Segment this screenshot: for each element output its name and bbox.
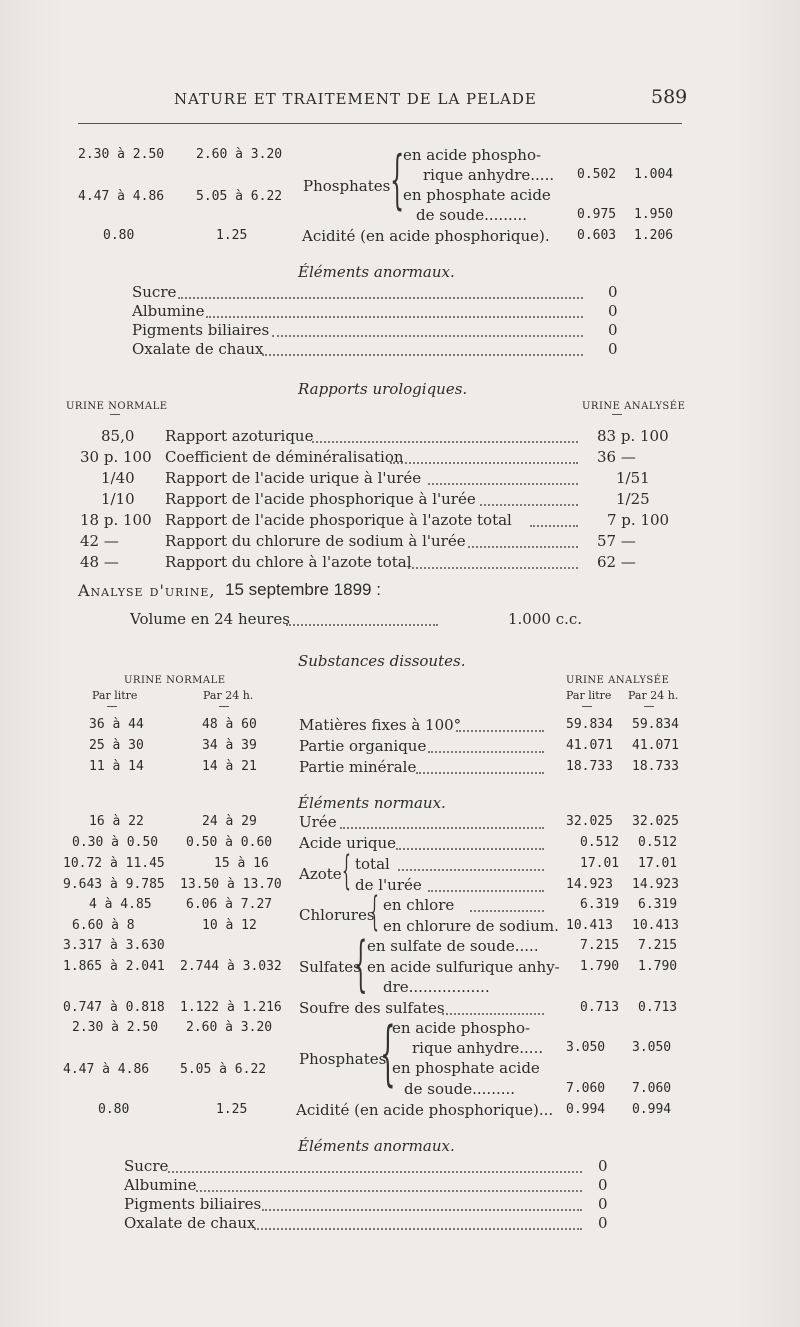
row-label: Matières fixes à 100° [299, 716, 462, 734]
row-label: Partie minérale [299, 758, 417, 776]
row-label: total [355, 855, 390, 873]
row-b: 13.50 à 13.70 [180, 877, 282, 892]
row-a: 3.317 à 3.630 [63, 938, 165, 953]
rapport-value: 57 — [597, 532, 636, 550]
row-c: 6.319 [580, 897, 620, 912]
dash [110, 414, 120, 415]
rapport-normal: 85,0 [101, 427, 135, 445]
row-label: rique anhydre..... [412, 1039, 544, 1057]
dash [107, 706, 117, 707]
rapport-label: Rapport de l'acide phosphorique à l'urée [165, 490, 476, 508]
phosphates-line1: en acide phospho- [403, 146, 542, 164]
row-a: 0.747 à 0.818 [63, 1000, 165, 1015]
rapport-value: 1/51 [616, 469, 650, 487]
dot-leader [456, 730, 544, 732]
section-title: Éléments normaux. [298, 794, 446, 812]
dot-leader [262, 354, 583, 356]
list-item-value: 0 [598, 1195, 608, 1213]
top-row1-normal-litre: 2.30 à 2.50 [78, 147, 165, 162]
dash [644, 706, 654, 707]
row-label: de soude......... [404, 1080, 516, 1098]
row-a: 36 à 44 [89, 717, 144, 732]
rapport-value: 62 — [597, 553, 636, 571]
dash [612, 414, 622, 415]
row-a: 11 à 14 [89, 759, 144, 774]
top-val3-24h: 1.206 [634, 228, 674, 243]
rapport-label: Rapport de l'acide phosporique à l'azote total [165, 511, 512, 529]
dot-leader [468, 546, 578, 548]
row-d: 7.215 [638, 938, 678, 953]
dot-leader [312, 441, 578, 443]
list-item-label: Oxalate de chaux [124, 1214, 256, 1232]
row-label: de l'urée [355, 876, 422, 894]
dot-leader [168, 1171, 582, 1173]
row-d: 10.413 [632, 918, 679, 933]
dot-leader [396, 848, 544, 850]
dot-leader [470, 910, 544, 912]
row-label: en chlorure de sodium. [383, 917, 559, 935]
top-val2-litre: 0.975 [577, 207, 617, 222]
rapport-label: Rapport du chlore à l'azote total [165, 553, 412, 571]
row-d: 6.319 [638, 897, 678, 912]
row-b: 24 à 29 [202, 814, 257, 829]
dot-leader [272, 335, 583, 337]
rapport-label: Rapport du chlorure de sodium à l'urée [165, 532, 466, 550]
rapport-normal: 1/10 [101, 490, 135, 508]
list-item-value: 0 [608, 340, 618, 358]
row-b: 14 à 21 [202, 759, 257, 774]
row-b: 34 à 39 [202, 738, 257, 753]
row-label: Soufre des sulfates [299, 999, 445, 1017]
row-a: 9.643 à 9.785 [63, 877, 165, 892]
list-item-label: Albumine [124, 1176, 197, 1194]
phosphates-label: Phosphates [299, 1050, 387, 1068]
column-head-analysee: URINE ANALYSÉE [582, 401, 686, 412]
row-d: 0.512 [638, 835, 678, 850]
row-a: 4 à 4.85 [89, 897, 152, 912]
row-a: 1.865 à 2.041 [63, 959, 165, 974]
row-b: 48 à 60 [202, 717, 257, 732]
top-val2-24h: 1.950 [634, 207, 674, 222]
sulfates-label: Sulfates [299, 958, 361, 976]
dot-leader [286, 624, 438, 626]
row-c: 59.834 [566, 717, 613, 732]
top-val1-24h: 1.004 [634, 167, 674, 182]
dot-leader [398, 869, 544, 871]
dot-leader [428, 751, 544, 753]
dot-leader [254, 1228, 582, 1230]
page-number: 589 [651, 86, 688, 108]
volume-label: Volume en 24 heures [130, 610, 290, 628]
column-head-normal: URINE NORMALE [66, 401, 168, 412]
row-d: 18.733 [632, 759, 679, 774]
top-row2-normal-24h: 5.05 à 6.22 [196, 189, 283, 204]
rapport-normal: 48 — [80, 553, 119, 571]
row-d: 41.071 [632, 738, 679, 753]
list-item-value: 0 [598, 1157, 608, 1175]
dot-leader [408, 567, 578, 569]
row-label: Partie organique [299, 737, 427, 755]
phosphates-label: Phosphates [303, 177, 391, 195]
row-b: 15 à 16 [214, 856, 269, 871]
analyse-title: Analyse d'urine, [78, 581, 216, 600]
list-item-value: 0 [598, 1176, 608, 1194]
row-label: en acide sulfurique anhy- [367, 958, 560, 976]
top-row1-normal-24h: 2.60 à 3.20 [196, 147, 283, 162]
top-row3-normal-litre: 0.80 [103, 228, 135, 243]
rapport-value: 36 — [597, 448, 636, 466]
row-c: 10.413 [566, 918, 613, 933]
row-label: en chlore [383, 896, 455, 914]
dot-leader [262, 1209, 582, 1211]
row-label: en phosphate acide [392, 1059, 540, 1077]
dot-leader [340, 827, 544, 829]
list-item-value: 0 [608, 321, 618, 339]
dot-leader [178, 297, 583, 299]
list-item-value: 0 [598, 1214, 608, 1232]
dash [582, 706, 592, 707]
brace: { [370, 889, 379, 935]
brace: { [354, 929, 368, 999]
row-c: 18.733 [566, 759, 613, 774]
brace: { [342, 848, 351, 894]
row-label: en acide phospho- [392, 1019, 531, 1037]
dot-leader [390, 462, 578, 464]
rapport-label: Rapport azoturique [165, 427, 314, 445]
row-d: 3.050 [632, 1040, 672, 1055]
row-c: 1.790 [580, 959, 620, 974]
top-val1-litre: 0.502 [577, 167, 617, 182]
row-c: 17.01 [580, 856, 620, 871]
row-a: 6.60 à 8 [72, 918, 135, 933]
analyse-date: 15 septembre 1899 : [225, 580, 381, 599]
row-label: en sulfate de soude..... [367, 937, 539, 955]
rapport-normal: 30 p. 100 [80, 448, 152, 466]
top-row2-normal-litre: 4.47 à 4.86 [78, 189, 165, 204]
row-label: Urée [299, 813, 337, 831]
row-c: 3.050 [566, 1040, 606, 1055]
row-c: 41.071 [566, 738, 613, 753]
row-c: 0.512 [580, 835, 620, 850]
dot-leader [480, 504, 578, 506]
phosphates-line2: rique anhydre..... [423, 166, 555, 184]
row-d: 1.790 [638, 959, 678, 974]
rapport-value: 7 p. 100 [607, 511, 670, 529]
row-a: 2.30 à 2.50 [72, 1020, 159, 1035]
list-item-label: Sucre [124, 1157, 169, 1175]
dot-leader [530, 525, 578, 527]
section-title: Éléments anormaux. [298, 1137, 455, 1155]
row-c: 32.025 [566, 814, 613, 829]
row-c: 0.713 [580, 1000, 620, 1015]
dash [219, 706, 229, 707]
row-c: 14.923 [566, 877, 613, 892]
row-b: 1.25 [216, 1102, 248, 1117]
row-b: 2.60 à 3.20 [186, 1020, 273, 1035]
volume-value: 1.000 c.c. [508, 610, 583, 628]
row-b: 1.122 à 1.216 [180, 1000, 282, 1015]
col-par-24h: Par 24 h. [203, 689, 254, 702]
azote-label: Azote [299, 865, 342, 883]
rapport-label: Coefficient de déminéralisation [165, 448, 404, 466]
top-val3-litre: 0.603 [577, 228, 617, 243]
list-item-label: Albumine [132, 302, 205, 320]
row-a: 0.30 à 0.50 [72, 835, 159, 850]
running-title: NATURE ET TRAITEMENT DE LA PELADE [174, 90, 537, 108]
row-a: 0.80 [98, 1102, 130, 1117]
list-item-value: 0 [608, 302, 618, 320]
row-label: Acide urique [299, 834, 397, 852]
dot-leader [196, 1190, 582, 1192]
section-title: Éléments anormaux. [298, 263, 455, 281]
dot-leader [428, 483, 578, 485]
brace: { [380, 1012, 396, 1094]
section-title: Rapports urologiques. [298, 380, 468, 398]
column-head-analysee: URINE ANALYSÉE [566, 675, 670, 686]
row-c: 0.994 [566, 1102, 606, 1117]
rapport-value: 83 p. 100 [597, 427, 669, 445]
dot-leader [206, 316, 583, 318]
row-b: 6.06 à 7.27 [186, 897, 273, 912]
row-a: 10.72 à 11.45 [63, 856, 165, 871]
row-d: 14.923 [632, 877, 679, 892]
chlorures-label: Chlorures [299, 906, 375, 924]
rapport-normal: 42 — [80, 532, 119, 550]
section-title: Substances dissoutes. [298, 652, 466, 670]
row-a: 4.47 à 4.86 [63, 1062, 150, 1077]
list-item-label: Oxalate de chaux [132, 340, 264, 358]
row-d: 17.01 [638, 856, 678, 871]
row-a: 16 à 22 [89, 814, 144, 829]
phosphates-line4: de soude......... [416, 206, 528, 224]
row-label: dre................. [383, 978, 490, 996]
row-b: 5.05 à 6.22 [180, 1062, 267, 1077]
row-b: 2.744 à 3.032 [180, 959, 282, 974]
row-b: 10 à 12 [202, 918, 257, 933]
row-d: 32.025 [632, 814, 679, 829]
phosphates-line3: en phosphate acide [403, 186, 551, 204]
dot-leader [428, 890, 544, 892]
row-d: 0.713 [638, 1000, 678, 1015]
acidite-label: Acidité (en acide phosphorique). [302, 227, 550, 245]
list-item-label: Sucre [132, 283, 177, 301]
dot-leader [442, 1013, 544, 1015]
row-label: Acidité (en acide phosphorique)... [296, 1101, 554, 1119]
rapport-normal: 1/40 [101, 469, 135, 487]
row-c: 7.215 [580, 938, 620, 953]
list-item-label: Pigments biliaires [124, 1195, 262, 1213]
header-rule [78, 123, 682, 124]
row-a: 25 à 30 [89, 738, 144, 753]
row-d: 59.834 [632, 717, 679, 732]
col-r-par-litre: Par litre [566, 689, 612, 702]
row-b: 0.50 à 0.60 [186, 835, 273, 850]
rapport-label: Rapport de l'acide urique à l'urée [165, 469, 422, 487]
rapport-value: 1/25 [616, 490, 650, 508]
dot-leader [416, 772, 544, 774]
top-row3-normal-24h: 1.25 [216, 228, 248, 243]
rapport-normal: 18 p. 100 [80, 511, 152, 529]
list-item-value: 0 [608, 283, 618, 301]
col-r-par-24h: Par 24 h. [628, 689, 679, 702]
list-item-label: Pigments biliaires [132, 321, 270, 339]
row-d: 7.060 [632, 1081, 672, 1096]
brace: { [390, 143, 405, 217]
col-par-litre: Par litre [92, 689, 138, 702]
row-c: 7.060 [566, 1081, 606, 1096]
row-d: 0.994 [632, 1102, 672, 1117]
column-head-normal: URINE NORMALE [124, 675, 226, 686]
